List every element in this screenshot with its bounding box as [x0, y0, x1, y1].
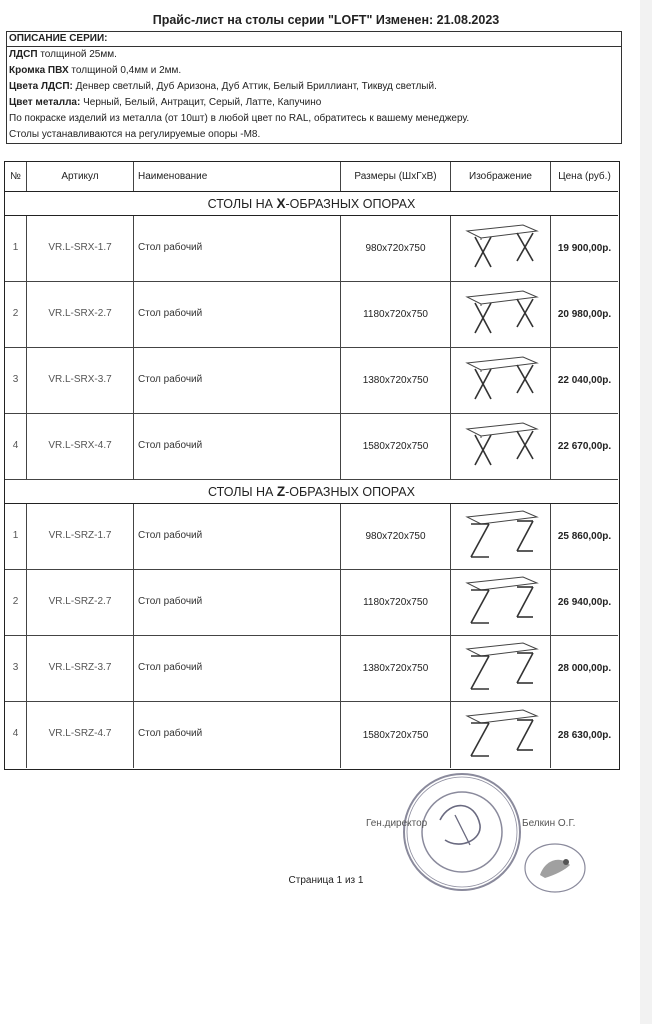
- row-price: 28 000,00р.: [557, 663, 612, 674]
- row-name: Стол рабочий: [134, 702, 341, 768]
- row-price: 26 940,00р.: [557, 597, 612, 608]
- signature-position: Ген.директор: [366, 818, 428, 829]
- row-name: Стол рабочий: [134, 348, 341, 413]
- row-price: 22 040,00р.: [557, 375, 612, 386]
- x-table-icon: [461, 223, 541, 274]
- row-sku: VR.L-SRZ-1.7: [27, 504, 134, 569]
- column-header: Цена (руб.): [558, 171, 611, 182]
- table-header-row: [5, 162, 618, 192]
- row-price: 25 860,00р.: [557, 531, 612, 542]
- table-row: [5, 414, 618, 480]
- row-image: [451, 702, 551, 768]
- row-size: 1380x720x750: [341, 348, 451, 413]
- row-name: Стол рабочий: [134, 570, 341, 635]
- description-line: [7, 95, 621, 111]
- row-size: 1580x720x750: [341, 702, 451, 768]
- description-line: [7, 63, 621, 79]
- row-sku: VR.L-SRX-1.7: [27, 216, 134, 281]
- description-lines: [7, 47, 621, 143]
- row-size: 1380x720x750: [341, 636, 451, 701]
- z-table-icon: [461, 641, 541, 696]
- description-heading: ОПИСАНИЕ СЕРИИ:: [7, 32, 621, 47]
- row-name: Стол рабочий: [134, 282, 341, 347]
- section-title-pre: СТОЛЫ НА: [207, 196, 277, 211]
- description-line: [7, 79, 621, 95]
- row-sku: VR.L-SRZ-2.7: [27, 570, 134, 635]
- stamp-bird-emblem: [520, 840, 590, 900]
- row-number: 4: [5, 414, 27, 479]
- table-row: [5, 636, 618, 702]
- description-line-label: ЛДСП: [9, 49, 38, 60]
- table-row: [5, 348, 618, 414]
- description-line-text: Денвер светлый, Дуб Аризона, Дуб Аттик, Белый Бриллиант, Тиквуд светлый.: [72, 81, 437, 92]
- description-line-label: Цвета ЛДСП:: [9, 81, 73, 92]
- section-title-letter: X: [276, 196, 286, 211]
- table-row: [5, 702, 618, 768]
- z-table-icon: [461, 708, 541, 763]
- table-row: [5, 570, 618, 636]
- scan-edge: [640, 0, 652, 1024]
- section-title-post: -ОБРАЗНЫХ ОПОРАХ: [285, 196, 416, 211]
- description-line: [7, 47, 621, 63]
- row-size: 1180x720x750: [341, 570, 451, 635]
- row-size: 980x720x750: [341, 504, 451, 569]
- section-title-letter: Z: [276, 484, 286, 499]
- row-number: 3: [5, 348, 27, 413]
- row-sku: VR.L-SRX-3.7: [27, 348, 134, 413]
- row-image: [451, 216, 551, 281]
- row-number: 2: [5, 282, 27, 347]
- column-header: Изображение: [451, 162, 551, 191]
- row-price: 28 630,00р.: [557, 729, 612, 741]
- description-line-text: толщиной 25мм.: [37, 49, 117, 60]
- price-table: [4, 161, 620, 770]
- row-sku: VR.L-SRX-2.7: [27, 282, 134, 347]
- scan-mark: [250, 0, 330, 6]
- row-image: [451, 636, 551, 701]
- row-size: 1580x720x750: [341, 414, 451, 479]
- section-title: [5, 192, 618, 216]
- row-size: 1180x720x750: [341, 282, 451, 347]
- description-line-label: Цвет металла:: [9, 97, 81, 108]
- description-line-text: Столы устанавливаются на регулируемые опоры -М8.: [9, 129, 261, 140]
- row-name: Стол рабочий: [134, 636, 341, 701]
- row-number: 1: [5, 216, 27, 281]
- table-row: [5, 282, 618, 348]
- row-image: [451, 348, 551, 413]
- signature-name: Белкин О.Г.: [522, 818, 576, 829]
- x-table-icon: [461, 289, 541, 340]
- column-header: Размеры (ШхГхВ): [341, 162, 451, 191]
- row-number: 1: [5, 504, 27, 569]
- series-description: [6, 31, 622, 144]
- row-price: 22 670,00р.: [557, 441, 612, 452]
- row-price: 20 980,00р.: [557, 309, 612, 320]
- z-table-icon: [461, 575, 541, 630]
- row-image: [451, 414, 551, 479]
- x-table-icon: [461, 355, 541, 406]
- section-title-post: -ОБРАЗНЫХ ОПОРАХ: [285, 484, 415, 499]
- description-line-text: Черный, Белый, Антрацит, Серый, Латте, Капучино: [80, 97, 322, 108]
- row-size: 980x720x750: [341, 216, 451, 281]
- page-title: Прайс-лист на столы серии "LOFT" Изменен: 21.08.2023: [152, 13, 500, 27]
- table-row: [5, 216, 618, 282]
- column-header: Наименование: [134, 162, 341, 191]
- section-title: [5, 480, 618, 504]
- section-title-pre: СТОЛЫ НА: [208, 484, 277, 499]
- column-header: Артикул: [27, 162, 134, 191]
- row-number: 4: [5, 702, 27, 768]
- row-number: 3: [5, 636, 27, 701]
- description-line: [7, 111, 621, 127]
- row-sku: VR.L-SRX-4.7: [27, 414, 134, 479]
- row-sku: VR.L-SRZ-4.7: [27, 702, 134, 768]
- description-line-text: По покраске изделий из металла (от 10шт) в любой цвет по RAL, обратитесь к вашему менеджеру.: [9, 113, 470, 124]
- row-name: Стол рабочий: [134, 414, 341, 479]
- description-line-label: Кромка ПВХ: [9, 65, 69, 76]
- description-line: [7, 127, 621, 143]
- row-number: 2: [5, 570, 27, 635]
- row-image: [451, 504, 551, 569]
- row-image: [451, 282, 551, 347]
- row-image: [451, 570, 551, 635]
- x-table-icon: [461, 421, 541, 472]
- row-price: 19 900,00р.: [557, 243, 612, 254]
- column-header: №: [5, 162, 27, 191]
- table-row: [5, 504, 618, 570]
- z-table-icon: [461, 509, 541, 564]
- page-number: Страница 1 из 1: [288, 875, 364, 886]
- row-name: Стол рабочий: [134, 216, 341, 281]
- row-name: Стол рабочий: [134, 504, 341, 569]
- row-sku: VR.L-SRZ-3.7: [27, 636, 134, 701]
- description-line-text: толщиной 0,4мм и 2мм.: [68, 65, 182, 76]
